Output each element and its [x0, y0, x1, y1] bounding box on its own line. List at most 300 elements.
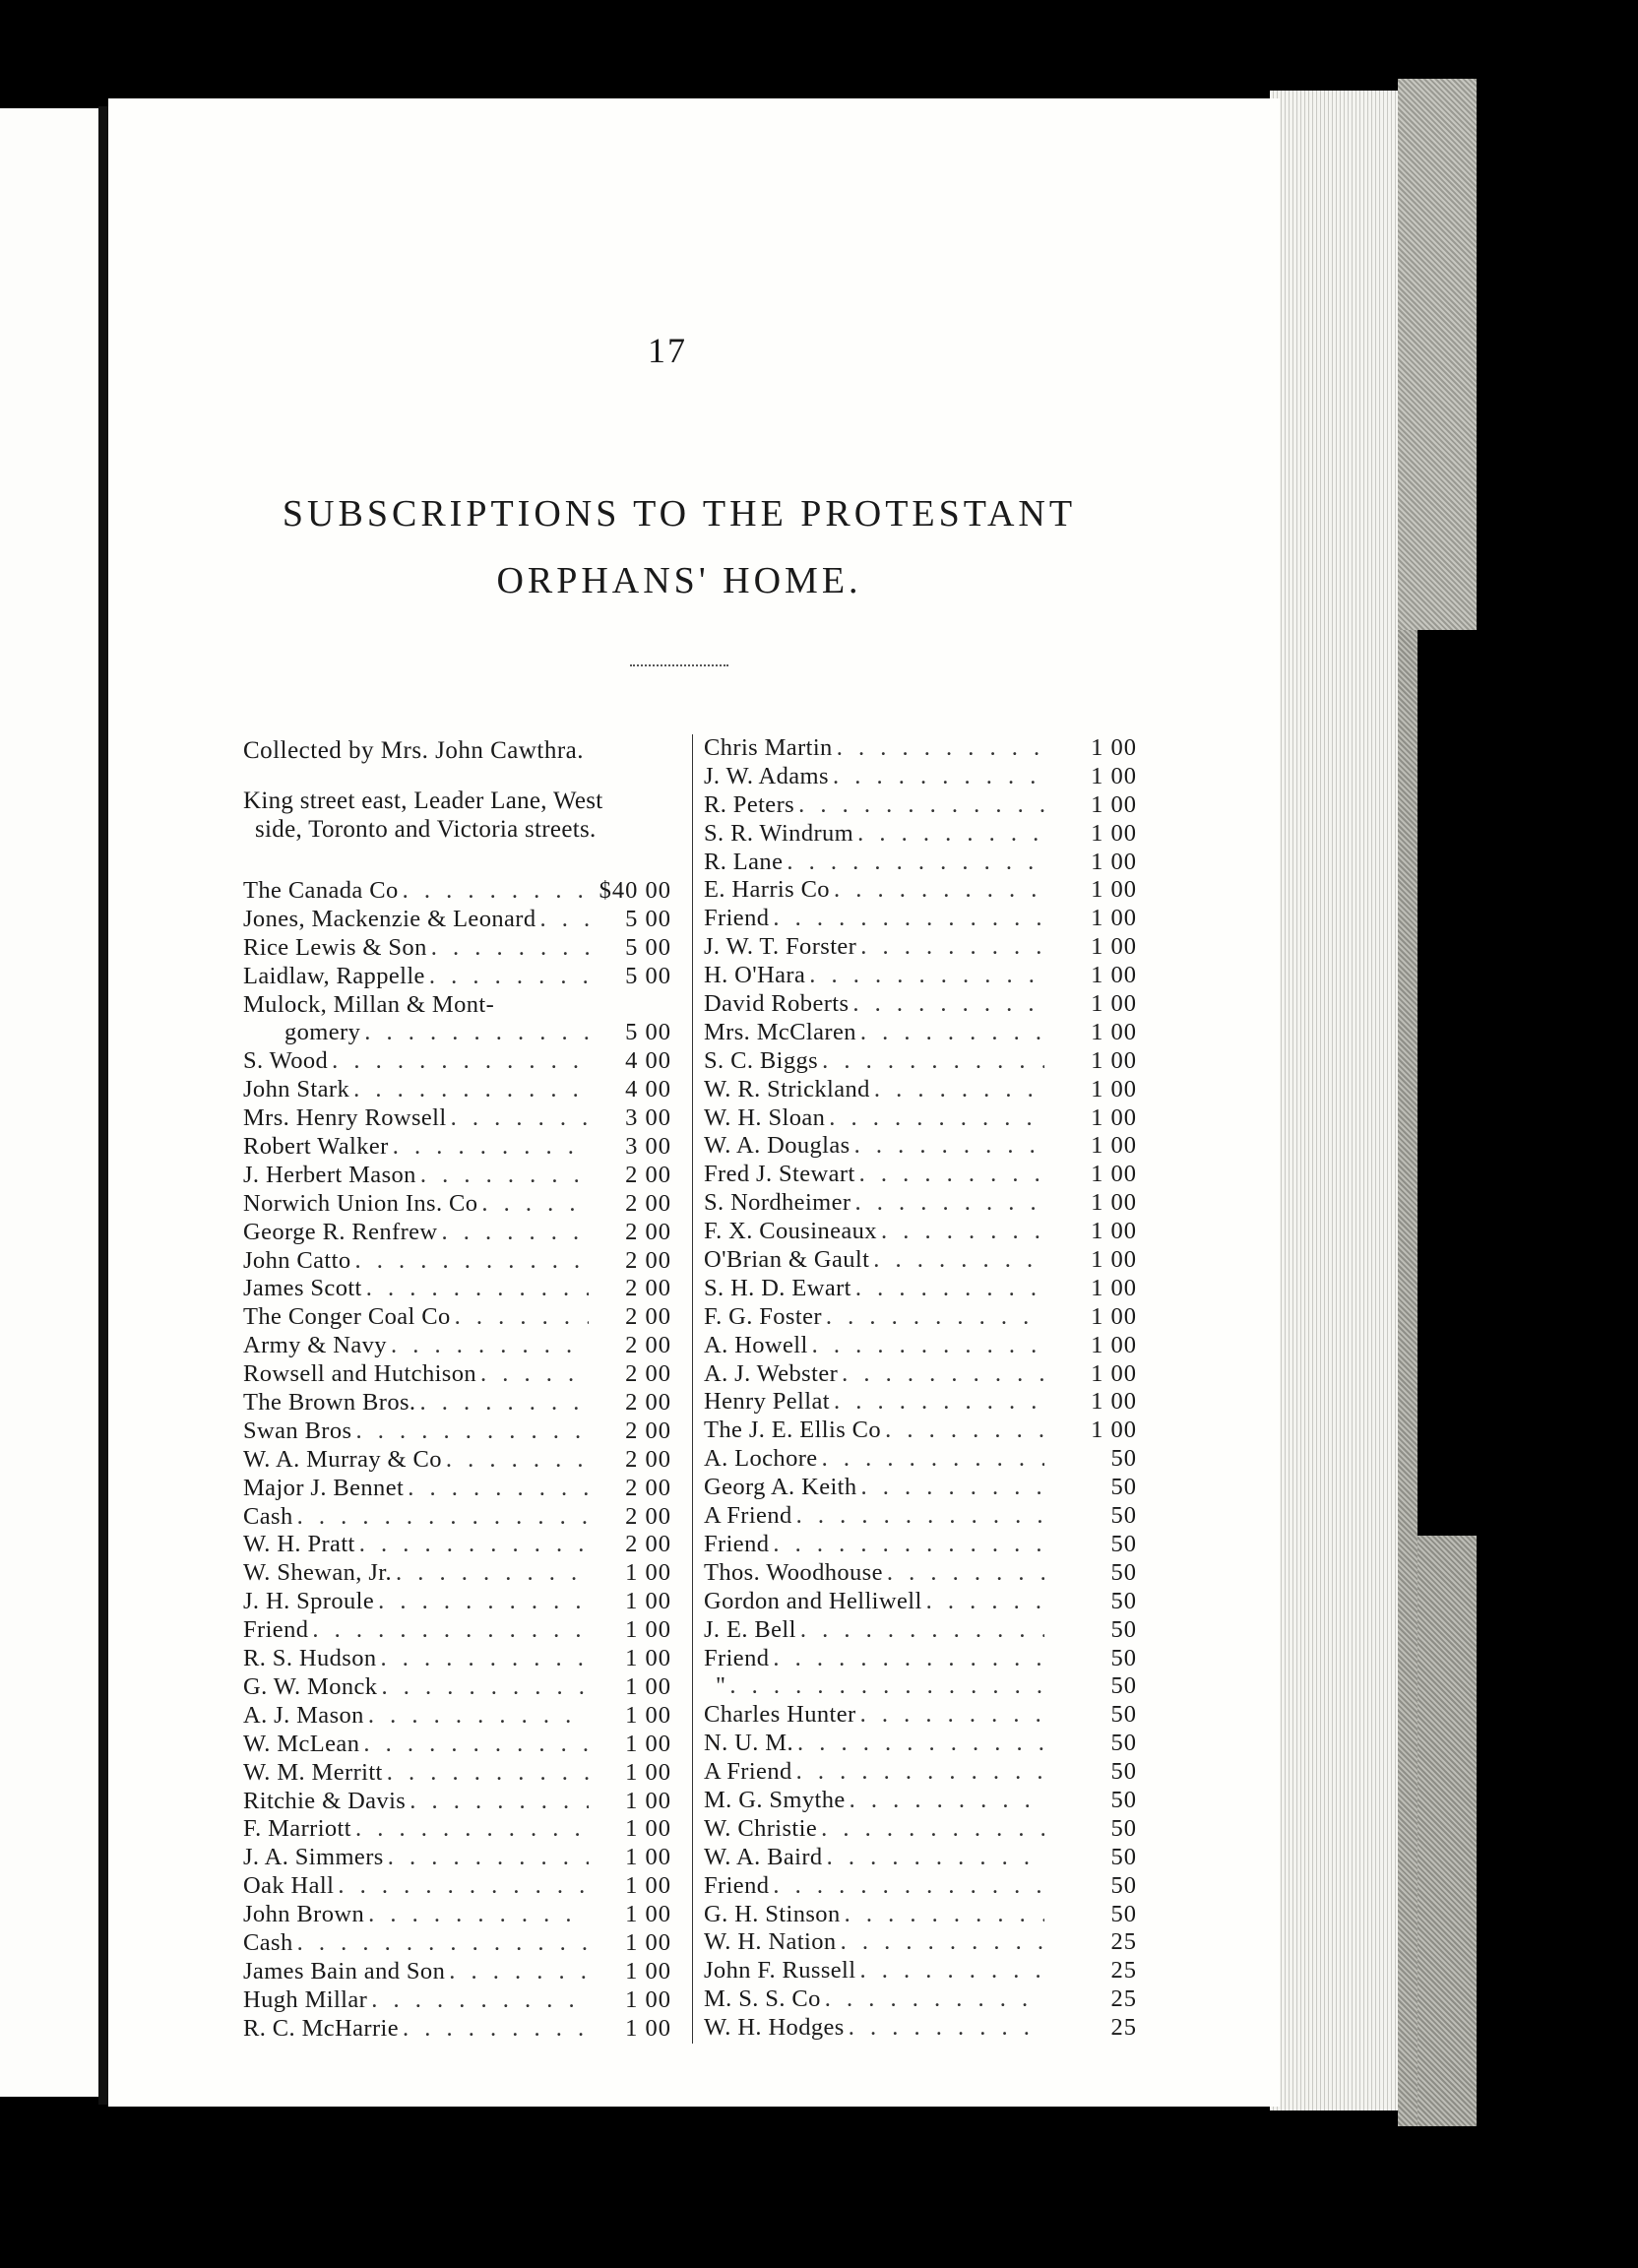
facing-page-edge [0, 108, 98, 2097]
subscriber-name: S. H. D. Ewart [704, 1274, 851, 1301]
subscriber-name: Charles Hunter [704, 1701, 856, 1729]
subscription-amount: 4 00 [625, 1076, 671, 1103]
dot-leader [393, 1133, 589, 1161]
subscription-amount: 2 00 [625, 1474, 671, 1501]
subscriber-name: G. H. Stinson [704, 1900, 841, 1927]
subscription-entry [704, 990, 1137, 1019]
subscriber-name: Rice Lewis & Son [243, 933, 427, 961]
dot-leader [773, 1872, 1044, 1900]
dot-leader [827, 1844, 1044, 1871]
streets-note [243, 787, 666, 844]
subscriber-name: W. H. Pratt [243, 1531, 355, 1558]
subscriber-name: John Brown [243, 1901, 365, 1928]
subscriber-name: O'Brian & Gault [704, 1246, 870, 1274]
subscriber-name: Jones, Mackenzie & Leonard [243, 905, 536, 932]
dot-leader [800, 1616, 1044, 1644]
subscription-amount: 50 [1110, 1530, 1137, 1557]
subscriber-name: W. M. Merritt [243, 1758, 383, 1786]
subscription-amount: 50 [1110, 1730, 1137, 1757]
dot-leader [355, 1247, 590, 1275]
dot-leader [403, 2015, 589, 2043]
subscription-amount: 1 00 [625, 1872, 671, 1900]
subscription-amount: 1 00 [1091, 1417, 1137, 1444]
subscription-entry [704, 734, 1137, 763]
subscriber-name: Swan Bros [243, 1417, 352, 1444]
subscription-entry [704, 1474, 1137, 1502]
subscription-amount: 25 [1110, 1985, 1137, 2013]
subscription-amount: 50 [1110, 1701, 1137, 1729]
subscription-entry [704, 1132, 1137, 1161]
subscriber-name: M. G. Smythe [704, 1786, 846, 1813]
subscription-list-left [243, 877, 671, 2044]
subscription-amount: 50 [1110, 1814, 1137, 1842]
subscriber-name: Major J. Bennet [243, 1474, 405, 1501]
subscription-entry [704, 1872, 1137, 1901]
subscription-entry [243, 991, 671, 1020]
subscription-entry [243, 1019, 671, 1047]
subscription-amount: 1 00 [1091, 762, 1137, 789]
subscription-amount: 1 00 [1091, 905, 1137, 932]
subscription-entry [704, 791, 1137, 820]
dot-leader [366, 1275, 589, 1302]
dot-leader [874, 1076, 1044, 1103]
subscriber-name: S. Nordheimer [704, 1189, 851, 1217]
subscription-amount: 5 00 [625, 933, 671, 961]
subscription-entry [243, 877, 671, 906]
subscriber-name: R. Lane [704, 848, 784, 875]
subscription-entry [704, 849, 1137, 877]
dot-leader [796, 1758, 1044, 1786]
subscription-amount: 25 [1110, 1928, 1137, 1956]
subscriber-name: Friend [704, 905, 770, 932]
subscriber-name: W. R. Strickland [704, 1075, 870, 1102]
subscription-entry [243, 963, 671, 991]
subscription-entry [243, 1475, 671, 1503]
subscription-entry [704, 1417, 1137, 1445]
cover-corner [1398, 79, 1477, 630]
dot-leader [881, 1218, 1044, 1245]
dot-leader [859, 1161, 1044, 1188]
streets-line-2: side, Toronto and Victoria streets. [255, 816, 597, 843]
dot-leader [410, 1788, 589, 1815]
subscription-entry [243, 1731, 671, 1759]
subscription-amount: 1 00 [1091, 848, 1137, 875]
dot-leader [388, 1844, 589, 1871]
subscription-amount: 2 00 [625, 1246, 671, 1274]
dot-leader [854, 1132, 1044, 1160]
subscription-entry [243, 934, 671, 963]
dot-leader [825, 1985, 1044, 2013]
subscription-amount: 50 [1110, 1587, 1137, 1614]
dot-leader [773, 1645, 1044, 1672]
subscription-entry [704, 1730, 1137, 1758]
subscriber-name: George R. Renfrew [243, 1218, 438, 1245]
subscription-entry [243, 906, 671, 934]
subscription-amount: 2 00 [625, 1389, 671, 1417]
subscription-entry [243, 1844, 671, 1872]
subscriber-name: N. U. M. [704, 1730, 793, 1757]
subscription-amount: $40 00 [598, 877, 671, 904]
subscription-amount: 1 00 [625, 1616, 671, 1644]
subscription-amount: 1 00 [1091, 1274, 1137, 1301]
subscription-entry [243, 1389, 671, 1418]
dot-leader [842, 1360, 1044, 1388]
subscription-entry [704, 820, 1137, 849]
subscription-entry [704, 1985, 1137, 2014]
subscriber-name: James Scott [243, 1275, 362, 1302]
subscription-amount: 1 00 [1091, 1218, 1137, 1245]
dot-leader [837, 734, 1044, 762]
subscription-amount: 5 00 [625, 962, 671, 989]
subscriber-name: W. H. Hodges [704, 2014, 845, 2042]
subscription-entry [704, 1019, 1137, 1047]
subscription-entry [704, 1076, 1137, 1104]
dot-leader [442, 1219, 589, 1246]
dot-leader [297, 1929, 589, 1957]
book-gutter [98, 106, 108, 2105]
dot-leader [841, 1928, 1044, 1956]
subscriber-name: W. Christie [704, 1814, 818, 1842]
subscriber-name: Ritchie & Davis [243, 1787, 407, 1814]
subscriber-name: The Conger Coal Co [243, 1303, 451, 1331]
dot-leader [850, 1787, 1044, 1814]
subscription-amount: 1 00 [1091, 876, 1137, 904]
dot-leader [419, 1389, 589, 1417]
subscription-amount: 1 00 [1091, 1132, 1137, 1160]
subscription-entry [243, 1303, 671, 1332]
subscription-amount: 1 00 [625, 1701, 671, 1729]
dot-leader [381, 1645, 590, 1672]
subscription-entry [243, 1332, 671, 1360]
dot-leader [353, 1076, 589, 1103]
subscription-entry [243, 1503, 671, 1532]
subscription-amount: 2 00 [625, 1531, 671, 1558]
dot-leader [420, 1162, 589, 1189]
subscriber-name: W. Shewan, Jr. [243, 1559, 393, 1587]
subscription-entry [704, 1758, 1137, 1787]
column-divider [692, 734, 693, 2044]
dot-leader [446, 1446, 589, 1474]
subscription-entry [243, 1076, 671, 1104]
subscription-entry [704, 933, 1137, 962]
subscription-entry [243, 1929, 671, 1958]
subscriber-name: W. McLean [243, 1730, 360, 1757]
subscription-entry [704, 1360, 1137, 1389]
subscription-amount: 50 [1110, 1900, 1137, 1927]
dot-leader [396, 1559, 589, 1587]
subscriber-name: J. W. T. Forster [704, 933, 857, 961]
subscription-amount: 2 00 [625, 1275, 671, 1302]
dot-leader [773, 1531, 1044, 1558]
dot-leader [854, 1189, 1044, 1217]
dot-leader [787, 849, 1044, 876]
subscriber-name: James Bain and Son [243, 1957, 446, 1984]
subscription-entry [704, 1161, 1137, 1189]
subscription-amount: 2 00 [625, 1189, 671, 1217]
subscription-entry [704, 1787, 1137, 1815]
dot-leader [481, 1190, 589, 1218]
subscription-amount: 1 00 [625, 1815, 671, 1843]
collector-line: Collected by Mrs. John Cawthra. [243, 737, 585, 764]
subscription-entry [243, 1702, 671, 1731]
dot-leader [371, 1986, 589, 2014]
subscription-entry [243, 1588, 671, 1616]
subscription-amount: 2 00 [625, 1417, 671, 1444]
subscriber-name: John Stark [243, 1076, 350, 1103]
dot-leader [355, 1418, 589, 1445]
subscriber-name: W. H. Sloan [704, 1103, 826, 1131]
subscription-amount: 50 [1110, 1786, 1137, 1813]
dot-leader [408, 1475, 589, 1502]
subscription-amount: 1 00 [625, 1672, 671, 1700]
subscriber-name: Gordon and Helliwell [704, 1587, 922, 1614]
dot-leader [812, 1332, 1044, 1359]
streets-line-1: King street east, Leader Lane, West [243, 788, 603, 814]
subscription-amount: 50 [1110, 1615, 1137, 1643]
dot-leader [798, 791, 1044, 819]
subscription-entry [704, 876, 1137, 905]
subscription-amount: 50 [1110, 1445, 1137, 1473]
subscription-entry [243, 1190, 671, 1219]
subscriber-name: Chris Martin [704, 734, 833, 761]
subscription-amount: 25 [1110, 2014, 1137, 2042]
subscriber-name: A. Howell [704, 1331, 808, 1358]
subscriber-name: The Brown Bros. [243, 1389, 416, 1417]
subscription-entry [243, 1815, 671, 1844]
subscription-entry [243, 1759, 671, 1788]
subscriber-name: Mrs. Henry Rowsell [243, 1104, 447, 1132]
subscriber-name: W. A. Douglas [704, 1132, 850, 1160]
dot-leader [861, 1474, 1044, 1501]
subscription-entry [704, 1388, 1137, 1417]
subscriber-name: Friend [704, 1871, 770, 1899]
subscriber-name: John Catto [243, 1246, 351, 1274]
subscription-amount: 1 00 [1091, 819, 1137, 847]
subscription-amount: 25 [1110, 1957, 1137, 1984]
subscription-amount: 1 00 [1091, 990, 1137, 1018]
subscription-entry [243, 1360, 671, 1389]
dot-leader [540, 906, 590, 933]
subscriber-name: F. X. Cousineaux [704, 1218, 877, 1245]
subscriber-name: J. W. Adams [704, 762, 829, 789]
dot-leader [797, 1730, 1044, 1757]
subscription-entry [704, 763, 1137, 791]
subscriber-name: G. W. Monck [243, 1672, 378, 1700]
subscription-entry [704, 1332, 1137, 1360]
subscription-entry [704, 1844, 1137, 1872]
subscription-amount: 1 00 [1091, 1388, 1137, 1416]
dot-leader [449, 1958, 589, 1985]
subscription-amount: 2 00 [625, 1218, 671, 1245]
subscriber-name: S. Wood [243, 1047, 329, 1075]
subscription-entry [243, 1531, 671, 1559]
subscriber-name: R. S. Hudson [243, 1645, 377, 1672]
subscription-amount: 50 [1110, 1758, 1137, 1786]
dot-leader [822, 1047, 1044, 1075]
subscriber-name: Rowsell and Hutchison [243, 1360, 477, 1388]
subscription-amount: 1 00 [625, 1787, 671, 1814]
subscriber-name: gomery [284, 1019, 361, 1046]
subscription-entry [704, 905, 1137, 933]
dot-leader [312, 1616, 589, 1644]
dot-leader [431, 934, 589, 962]
subscription-amount: 4 00 [625, 1047, 671, 1075]
subscription-amount: 2 00 [625, 1332, 671, 1359]
subscription-amount: 1 00 [625, 1559, 671, 1587]
subscription-entry [704, 1531, 1137, 1559]
subscriber-name: Henry Pellat [704, 1388, 830, 1416]
subscription-entry [704, 1616, 1137, 1645]
subscription-entry [704, 1957, 1137, 1985]
dot-leader [860, 933, 1044, 961]
subscription-amount: 50 [1110, 1502, 1137, 1530]
subscription-amount: 1 00 [1091, 1103, 1137, 1131]
subscriber-name: H. O'Hara [704, 962, 806, 989]
subscription-amount: 50 [1110, 1843, 1137, 1870]
subscriber-name: J. H. Sproule [243, 1588, 375, 1615]
subscriber-name: W. H. Nation [704, 1928, 837, 1956]
subscription-entry [243, 1418, 671, 1446]
subscriber-name: E. Harris Co [704, 876, 830, 904]
subscription-entry [243, 1446, 671, 1475]
subscription-entry [704, 1218, 1137, 1246]
dot-leader [887, 1559, 1044, 1587]
subscription-amount: 2 00 [625, 1360, 671, 1388]
dot-leader [833, 763, 1044, 790]
subscription-entry [243, 2015, 671, 2044]
subscription-amount: 1 00 [1091, 1246, 1137, 1274]
subscriber-name: Oak Hall [243, 1872, 335, 1900]
subscription-entry [704, 1701, 1137, 1730]
dot-leader [855, 1275, 1044, 1302]
subscriber-name: J. A. Simmers [243, 1844, 384, 1871]
subscription-entry [704, 2014, 1137, 2043]
subscriber-name: W. A. Murray & Co [243, 1445, 442, 1473]
subscription-entry [704, 1645, 1137, 1673]
subscription-entry [704, 1815, 1137, 1844]
dot-leader [796, 1502, 1044, 1530]
subscriber-name: A. J. Mason [243, 1701, 364, 1729]
subscription-amount: 1 00 [625, 1901, 671, 1928]
subscriber-name: S. R. Windrum [704, 819, 854, 847]
subscriber-name: Hugh Millar [243, 1985, 368, 2013]
dot-leader [368, 1901, 589, 1928]
subscription-entry [243, 1275, 671, 1303]
subscription-entry [243, 1559, 671, 1588]
collection-intro [243, 736, 666, 844]
subscription-amount: 1 00 [1091, 1359, 1137, 1387]
dot-leader [857, 820, 1044, 848]
subscription-amount: 5 00 [625, 905, 671, 932]
title-rule [630, 664, 728, 666]
subscription-amount: 1 00 [1091, 734, 1137, 761]
dot-leader [821, 1815, 1044, 1843]
subscription-amount: 1 00 [625, 1928, 671, 1956]
subscription-amount: 1 00 [625, 2014, 671, 2042]
dot-leader [860, 1701, 1044, 1729]
subscription-amount: 1 00 [625, 1588, 671, 1615]
cover-corner-lower [1418, 1536, 1477, 2126]
subscription-entry [704, 962, 1137, 990]
subscriber-name: Thos. Woodhouse [704, 1558, 883, 1586]
subscription-entry [243, 1047, 671, 1076]
dot-leader [391, 1332, 589, 1359]
subscription-entry [243, 1901, 671, 1929]
subscriber-name: David Roberts [704, 990, 850, 1018]
dot-leader [297, 1503, 589, 1531]
subscriber-name: F. Marriott [243, 1815, 351, 1843]
subscription-amount: 3 00 [625, 1133, 671, 1161]
dot-leader [451, 1104, 589, 1132]
dot-leader [455, 1303, 589, 1331]
subscription-list-right [704, 734, 1137, 2043]
subscription-amount: 1 00 [625, 1645, 671, 1672]
subscription-entry [704, 1672, 1137, 1701]
dot-leader [859, 1957, 1044, 1984]
dot-leader [822, 1445, 1044, 1473]
subscriber-name: John F. Russell [704, 1957, 856, 1984]
subscription-entry [704, 1502, 1137, 1531]
page-edges [1270, 91, 1398, 2110]
subscriber-name: A. J. Webster [704, 1359, 839, 1387]
dot-leader [885, 1417, 1044, 1444]
subscriber-name: Norwich Union Ins. Co [243, 1189, 478, 1217]
subscription-amount: 1 00 [1091, 1331, 1137, 1358]
dot-leader [381, 1673, 589, 1701]
dot-leader [363, 1731, 589, 1758]
dot-leader [355, 1815, 589, 1843]
subscription-amount: 50 [1110, 1558, 1137, 1586]
subscription-entry [243, 1133, 671, 1162]
subscription-entry [704, 1559, 1137, 1588]
subscriber-name: Friend [243, 1616, 309, 1644]
subscription-entry [243, 1219, 671, 1247]
subscriber-name: Fred J. Stewart [704, 1161, 855, 1188]
subscriber-name: A Friend [704, 1758, 792, 1786]
subscription-amount: 50 [1110, 1474, 1137, 1501]
subscriber-name: Mrs. McClaren [704, 1018, 856, 1045]
page-number: 17 [648, 331, 687, 370]
subscriber-name: The J. E. Ellis Co [704, 1417, 882, 1444]
subscriber-name: W. A. Baird [704, 1843, 823, 1870]
subscription-amount: 50 [1110, 1871, 1137, 1899]
subscription-entry [704, 1901, 1137, 1929]
dot-leader [826, 1303, 1044, 1331]
dot-leader [834, 876, 1044, 904]
dot-leader [387, 1759, 589, 1787]
subscription-entry [243, 1872, 671, 1901]
subscription-amount: 2 00 [625, 1303, 671, 1331]
subscriber-name: A Friend [704, 1502, 792, 1530]
subscriber-name: Cash [243, 1928, 293, 1956]
dot-leader [338, 1872, 589, 1900]
subscription-entry [704, 1104, 1137, 1133]
subscriber-name: S. C. Biggs [704, 1046, 819, 1074]
subscriber-name: Cash [243, 1502, 293, 1530]
subscription-amount: 50 [1110, 1644, 1137, 1671]
subscription-amount: 2 00 [625, 1161, 671, 1188]
subscription-amount: 1 00 [625, 1758, 671, 1786]
subscriber-name: F. G. Foster [704, 1302, 822, 1330]
subscription-amount: 1 00 [625, 1957, 671, 1984]
dot-leader [845, 1901, 1044, 1928]
subscription-entry [704, 1303, 1137, 1332]
dot-leader [429, 963, 589, 990]
subscriber-name: Friend [704, 1530, 770, 1557]
subscription-entry [704, 1275, 1137, 1303]
subscription-amount: 1 00 [1091, 933, 1137, 961]
subscription-entry [243, 1645, 671, 1673]
